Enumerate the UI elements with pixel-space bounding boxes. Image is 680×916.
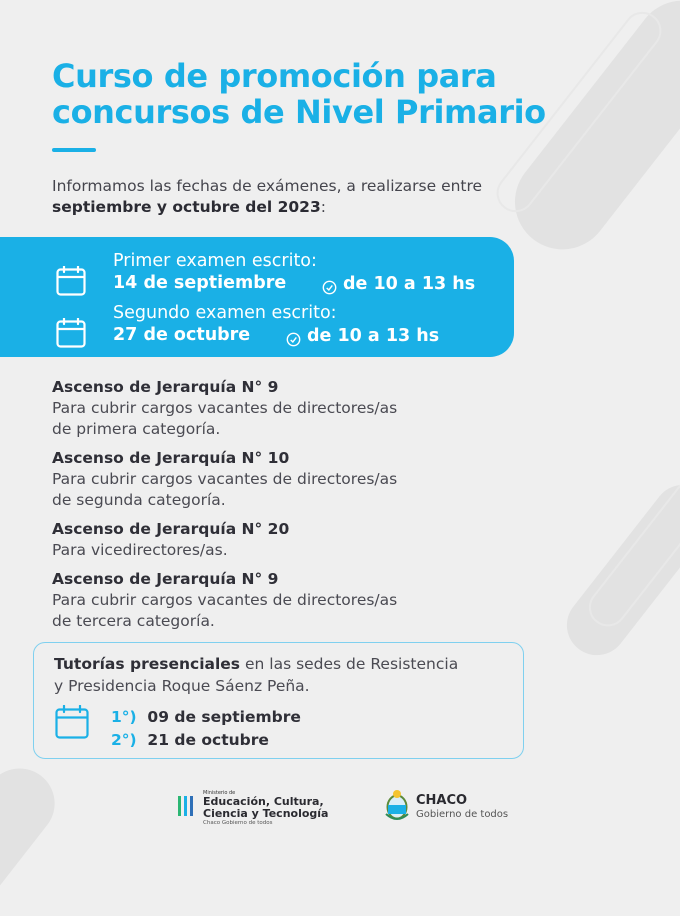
entry-title: Ascenso de Jerarquía N° 20 xyxy=(52,520,290,538)
clock-icon xyxy=(322,280,337,295)
decorative-pill xyxy=(0,754,69,915)
list-item xyxy=(52,519,532,561)
tutorias-box xyxy=(33,642,524,759)
ministry-name xyxy=(203,796,353,820)
list-item xyxy=(52,377,532,440)
list-item xyxy=(52,448,532,511)
exam-label: Primer examen escrito: xyxy=(113,251,317,271)
ministry-small-text: Ministerio de xyxy=(203,790,236,796)
entry-title: Ascenso de Jerarquía N° 9 xyxy=(52,378,279,396)
chaco-logo xyxy=(384,786,514,826)
entry-title: Ascenso de Jerarquía N° 10 xyxy=(52,449,290,467)
intro-text xyxy=(52,176,572,218)
title-line-1: Curso de promoción para xyxy=(52,57,497,95)
exam-time: de 10 a 13 hs xyxy=(343,274,476,294)
tutorias-text-rest: en las sedes de Resistencia xyxy=(240,655,459,673)
exam-date: 27 de octubre xyxy=(113,325,251,345)
chaco-subtitle: Gobierno de todos xyxy=(416,809,509,820)
intro-text-bold: septiembre y octubre del 2023 xyxy=(52,198,321,216)
calendar-icon xyxy=(56,266,86,296)
tutorias-date-item xyxy=(111,729,301,752)
tutorias-dates xyxy=(111,706,301,752)
entry-description: Para cubrir cargos vacantes de directores/as xyxy=(52,591,398,609)
tutorias-date: 09 de septiembre xyxy=(147,708,301,726)
ministry-logo xyxy=(178,790,378,830)
title-line-2: concursos de Nivel Primario xyxy=(52,93,546,131)
entry-description: Para cubrir cargos vacantes de directores/as xyxy=(52,470,398,488)
intro-text-end: : xyxy=(320,198,326,216)
ordinal: 1°) xyxy=(111,708,137,726)
entry-description: de primera categoría. xyxy=(52,420,221,438)
ministry-subtitle: Chaco Gobierno de todos xyxy=(203,820,273,826)
entry-description: Para vicedirectores/as. xyxy=(52,541,228,559)
province-seal-icon xyxy=(384,788,410,822)
title-underline xyxy=(52,148,96,152)
intro-text-start: Informamos las fechas de exámenes, a realizarse entre xyxy=(52,177,483,195)
exam-time: de 10 a 13 hs xyxy=(307,326,440,346)
tutorias-text-line2: y Presidencia Roque Sáenz Peña. xyxy=(54,677,310,695)
calendar-icon xyxy=(55,705,89,739)
clock-icon xyxy=(286,332,301,347)
page-title xyxy=(52,58,612,130)
exam-date: 14 de septiembre xyxy=(113,273,287,293)
calendar-icon xyxy=(56,318,86,348)
list-item xyxy=(52,569,532,632)
ordinal: 2°) xyxy=(111,731,137,749)
ministry-name-line1: Educación, Cultura, xyxy=(203,795,324,808)
exam-label: Segundo examen escrito: xyxy=(113,303,337,323)
exam-dates-banner xyxy=(0,237,514,357)
tutorias-text xyxy=(54,653,514,697)
entry-title: Ascenso de Jerarquía N° 9 xyxy=(52,570,279,588)
ministry-name-line2: Ciencia y Tecnología xyxy=(203,807,329,820)
tutorias-bold: Tutorías presenciales xyxy=(54,655,241,673)
footer xyxy=(0,780,680,830)
entry-description: Para cubrir cargos vacantes de directores/as xyxy=(52,399,398,417)
promotion-list xyxy=(52,377,532,640)
ministry-bars-icon xyxy=(178,796,196,818)
tutorias-date-item xyxy=(111,706,301,729)
entry-description: de tercera categoría. xyxy=(52,612,215,630)
chaco-name: CHACO xyxy=(416,793,468,808)
entry-description: de segunda categoría. xyxy=(52,491,226,509)
tutorias-date: 21 de octubre xyxy=(147,731,269,749)
